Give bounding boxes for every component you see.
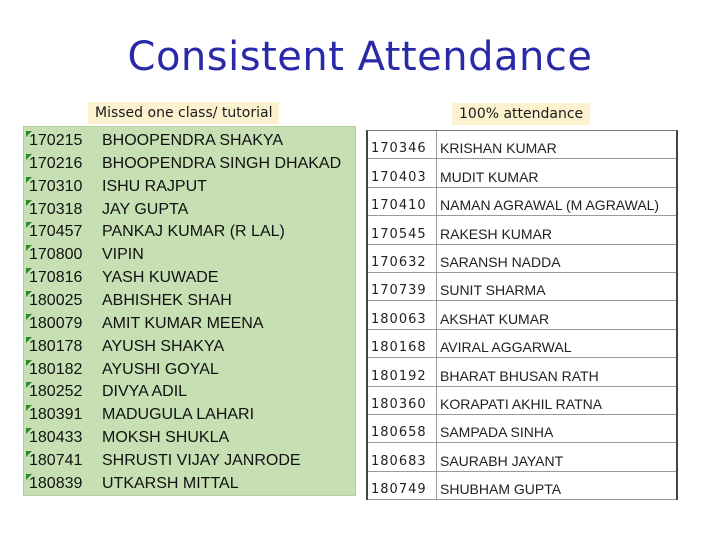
student-name: SHUBHAM GUPTA bbox=[440, 481, 562, 498]
roll-number: 170346 bbox=[371, 141, 427, 157]
list-item bbox=[24, 289, 355, 312]
list-item bbox=[24, 243, 355, 266]
column-divider bbox=[436, 245, 437, 272]
student-name: AKSHAT KUMAR bbox=[440, 310, 550, 327]
list-item bbox=[24, 152, 355, 175]
full-attendance-label: 100% attendance bbox=[452, 103, 590, 125]
roll-number: 170632 bbox=[371, 254, 427, 270]
list-item bbox=[24, 426, 355, 449]
student-name: MUDIT KUMAR bbox=[440, 168, 539, 185]
student-name: SARANSH NADDA bbox=[440, 253, 561, 270]
list-item bbox=[24, 198, 355, 221]
roll-number: 180079 bbox=[29, 314, 83, 332]
student-name: UTKARSH MITTAL bbox=[102, 474, 239, 492]
student-name: ISHU RAJPUT bbox=[102, 177, 207, 195]
student-name: VIPIN bbox=[102, 246, 144, 264]
column-divider bbox=[436, 188, 437, 215]
student-name: RAKESH KUMAR bbox=[440, 225, 553, 242]
column-divider bbox=[436, 273, 437, 300]
table-row bbox=[368, 358, 676, 386]
table-row bbox=[368, 301, 676, 329]
roll-number: 170739 bbox=[371, 283, 427, 299]
roll-number: 180025 bbox=[29, 291, 83, 309]
student-name: MOKSH SHUKLA bbox=[102, 429, 230, 447]
table-row bbox=[368, 273, 676, 301]
list-item bbox=[24, 380, 355, 403]
missed-class-label: Missed one class/ tutorial bbox=[88, 102, 279, 124]
student-name: MADUGULA LAHARI bbox=[102, 406, 255, 424]
column-divider bbox=[436, 159, 437, 186]
roll-number: 170403 bbox=[371, 169, 427, 185]
roll-number: 170410 bbox=[371, 198, 427, 214]
list-item bbox=[24, 129, 355, 152]
student-name: BHOOPENDRA SINGH DHAKAD bbox=[102, 154, 342, 172]
table-row bbox=[368, 443, 676, 471]
student-name: SAMPADA SINHA bbox=[440, 424, 554, 441]
student-name: AMIT KUMAR MEENA bbox=[102, 314, 264, 332]
student-name: AVIRAL AGGARWAL bbox=[440, 339, 572, 356]
student-name: SAURABH JAYANT bbox=[440, 452, 564, 469]
student-name: YASH KUWADE bbox=[102, 269, 219, 287]
roll-number: 170310 bbox=[29, 177, 83, 195]
column-divider bbox=[436, 472, 437, 499]
student-name: SHRUSTI VIJAY JANRODE bbox=[102, 451, 301, 469]
student-name: AYUSH SHAKYA bbox=[102, 337, 225, 355]
student-name: DIVYA ADIL bbox=[102, 383, 188, 401]
roll-number: 180360 bbox=[371, 396, 427, 412]
student-name: KRISHAN KUMAR bbox=[440, 140, 557, 157]
student-name: KORAPATI AKHIL RATNA bbox=[440, 395, 603, 412]
column-divider bbox=[436, 301, 437, 328]
roll-number: 180658 bbox=[371, 425, 427, 441]
column-divider bbox=[436, 131, 437, 158]
roll-number: 180683 bbox=[371, 453, 427, 469]
column-divider bbox=[436, 216, 437, 243]
roll-number: 180182 bbox=[29, 360, 83, 378]
student-name: JAY GUPTA bbox=[102, 200, 189, 218]
list-item bbox=[24, 175, 355, 198]
full-attendance-table bbox=[366, 130, 678, 500]
column-divider bbox=[436, 443, 437, 470]
table-row bbox=[368, 216, 676, 244]
column-divider bbox=[436, 358, 437, 385]
page-title: Consistent Attendance bbox=[127, 34, 593, 80]
table-row bbox=[368, 472, 676, 500]
roll-number: 180192 bbox=[371, 368, 427, 384]
table-row bbox=[368, 159, 676, 187]
missed-class-list bbox=[23, 126, 356, 496]
roll-number: 180741 bbox=[29, 451, 83, 469]
roll-number: 170800 bbox=[29, 246, 83, 264]
list-item bbox=[24, 312, 355, 335]
student-name: NAMAN AGRAWAL (M AGRAWAL) bbox=[440, 197, 660, 214]
roll-number: 180749 bbox=[371, 482, 427, 498]
student-name: BHARAT BHUSAN RATH bbox=[440, 367, 599, 384]
list-item bbox=[24, 335, 355, 358]
roll-number: 170318 bbox=[29, 200, 83, 218]
table-row bbox=[368, 245, 676, 273]
column-divider bbox=[436, 415, 437, 442]
student-name: SUNIT SHARMA bbox=[440, 282, 546, 299]
column-divider bbox=[436, 387, 437, 414]
roll-number: 180178 bbox=[29, 337, 83, 355]
roll-number: 170457 bbox=[29, 223, 83, 241]
roll-number: 180839 bbox=[29, 474, 83, 492]
student-name: ABHISHEK SHAH bbox=[102, 291, 232, 309]
column-divider bbox=[436, 330, 437, 357]
roll-number: 170816 bbox=[29, 269, 83, 287]
roll-number: 170216 bbox=[29, 154, 83, 172]
roll-number: 170215 bbox=[29, 132, 83, 149]
list-item bbox=[24, 266, 355, 289]
table-row bbox=[368, 188, 676, 216]
student-name: AYUSHI GOYAL bbox=[102, 360, 219, 378]
table-row bbox=[368, 131, 676, 159]
table-row bbox=[368, 415, 676, 443]
roll-number: 180391 bbox=[29, 406, 83, 424]
list-item bbox=[24, 472, 355, 495]
table-row bbox=[368, 387, 676, 415]
student-name: BHOOPENDRA SHAKYA bbox=[102, 132, 284, 149]
list-item bbox=[24, 358, 355, 381]
roll-number: 180063 bbox=[371, 311, 427, 327]
table-row bbox=[368, 330, 676, 358]
list-item bbox=[24, 449, 355, 472]
roll-number: 170545 bbox=[371, 226, 427, 242]
student-name: PANKAJ KUMAR (R LAL) bbox=[102, 223, 285, 241]
list-item bbox=[24, 403, 355, 426]
roll-number: 180168 bbox=[371, 340, 427, 356]
roll-number: 180252 bbox=[29, 383, 83, 401]
list-item bbox=[24, 220, 355, 243]
roll-number: 180433 bbox=[29, 429, 83, 447]
